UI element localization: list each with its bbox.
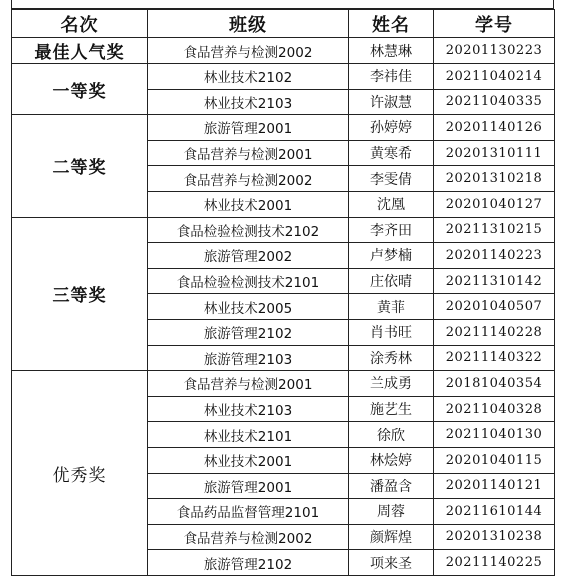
- header-class: 班级: [148, 10, 349, 38]
- table-header-row: [12, 10, 555, 38]
- class-cell: 林业技术2103: [148, 89, 349, 115]
- class-cell: 旅游管理2102: [148, 319, 349, 345]
- student-id-cell: 20201310111: [434, 140, 555, 166]
- award-rank-cell: 二等奖: [12, 115, 148, 217]
- award-rank-cell: 三等奖: [12, 217, 148, 371]
- class-cell: 旅游管理2103: [148, 345, 349, 371]
- student-id-cell: 20201130223: [434, 38, 555, 64]
- student-name-cell: 徐欣: [349, 422, 434, 448]
- header-student-id: 学号: [434, 10, 555, 38]
- class-cell: 食品营养与检测2001: [148, 140, 349, 166]
- table-row: [12, 217, 555, 243]
- class-cell: 食品检验检测技术2102: [148, 217, 349, 243]
- student-id-cell: 20211140322: [434, 345, 555, 371]
- student-name-cell: 庄依晴: [349, 268, 434, 294]
- table-row: [12, 38, 555, 64]
- award-rank-cell: 优秀奖: [12, 371, 148, 576]
- award-rank-cell: 一等奖: [12, 64, 148, 115]
- student-id-cell: 20211310142: [434, 268, 555, 294]
- class-cell: 林业技术2001: [148, 447, 349, 473]
- class-cell: 林业技术2001: [148, 191, 349, 217]
- table-top-rule: [11, 0, 554, 9]
- student-id-cell: 20181040354: [434, 371, 555, 397]
- table-row: [12, 371, 555, 397]
- student-name-cell: 周蓉: [349, 499, 434, 525]
- student-name-cell: 颜辉煌: [349, 524, 434, 550]
- student-name-cell: 肖书旺: [349, 319, 434, 345]
- student-name-cell: 李齐田: [349, 217, 434, 243]
- student-name-cell: 卢梦楠: [349, 243, 434, 269]
- table-body: [12, 38, 555, 576]
- class-cell: 食品营养与检测2001: [148, 371, 349, 397]
- class-cell: 林业技术2102: [148, 64, 349, 90]
- student-name-cell: 李祎佳: [349, 64, 434, 90]
- student-id-cell: 20201310218: [434, 166, 555, 192]
- student-name-cell: 孙婷婷: [349, 115, 434, 141]
- student-name-cell: 潘盈含: [349, 473, 434, 499]
- award-table: [11, 9, 555, 576]
- class-cell: 食品药品监督管理2101: [148, 499, 349, 525]
- student-name-cell: 林烩婷: [349, 447, 434, 473]
- class-cell: 食品营养与检测2002: [148, 166, 349, 192]
- student-name-cell: 施艺生: [349, 396, 434, 422]
- student-id-cell: 20201140126: [434, 115, 555, 141]
- class-cell: 旅游管理2001: [148, 473, 349, 499]
- header-rank: 名次: [12, 10, 148, 38]
- award-list: [11, 0, 554, 576]
- student-id-cell: 20211040335: [434, 89, 555, 115]
- table-row: [12, 115, 555, 141]
- student-name-cell: 李雯倩: [349, 166, 434, 192]
- class-cell: 林业技术2005: [148, 294, 349, 320]
- class-cell: 林业技术2103: [148, 396, 349, 422]
- class-cell: 食品检验检测技术2101: [148, 268, 349, 294]
- student-id-cell: 20211140228: [434, 319, 555, 345]
- table-row: [12, 64, 555, 90]
- student-name-cell: 林慧琳: [349, 38, 434, 64]
- class-cell: 旅游管理2002: [148, 243, 349, 269]
- student-name-cell: 项来圣: [349, 550, 434, 576]
- student-name-cell: 许淑慧: [349, 89, 434, 115]
- student-id-cell: 20201040115: [434, 447, 555, 473]
- student-id-cell: 20201140121: [434, 473, 555, 499]
- student-id-cell: 20201140223: [434, 243, 555, 269]
- class-cell: 旅游管理2001: [148, 115, 349, 141]
- class-cell: 林业技术2101: [148, 422, 349, 448]
- class-cell: 食品营养与检测2002: [148, 524, 349, 550]
- student-name-cell: 黄菲: [349, 294, 434, 320]
- class-cell: 食品营养与检测2002: [148, 38, 349, 64]
- header-name: 姓名: [349, 10, 434, 38]
- student-id-cell: 20201040127: [434, 191, 555, 217]
- student-id-cell: 20211140225: [434, 550, 555, 576]
- student-id-cell: 20211610144: [434, 499, 555, 525]
- student-name-cell: 兰成勇: [349, 371, 434, 397]
- student-id-cell: 20201310238: [434, 524, 555, 550]
- student-id-cell: 20211040214: [434, 64, 555, 90]
- award-rank-cell: 最佳人气奖: [12, 38, 148, 64]
- student-name-cell: 黄寒希: [349, 140, 434, 166]
- class-cell: 旅游管理2102: [148, 550, 349, 576]
- student-id-cell: 20211040130: [434, 422, 555, 448]
- student-id-cell: 20211040328: [434, 396, 555, 422]
- student-name-cell: 涂秀林: [349, 345, 434, 371]
- student-id-cell: 20201040507: [434, 294, 555, 320]
- student-id-cell: 20211310215: [434, 217, 555, 243]
- student-name-cell: 沈凰: [349, 191, 434, 217]
